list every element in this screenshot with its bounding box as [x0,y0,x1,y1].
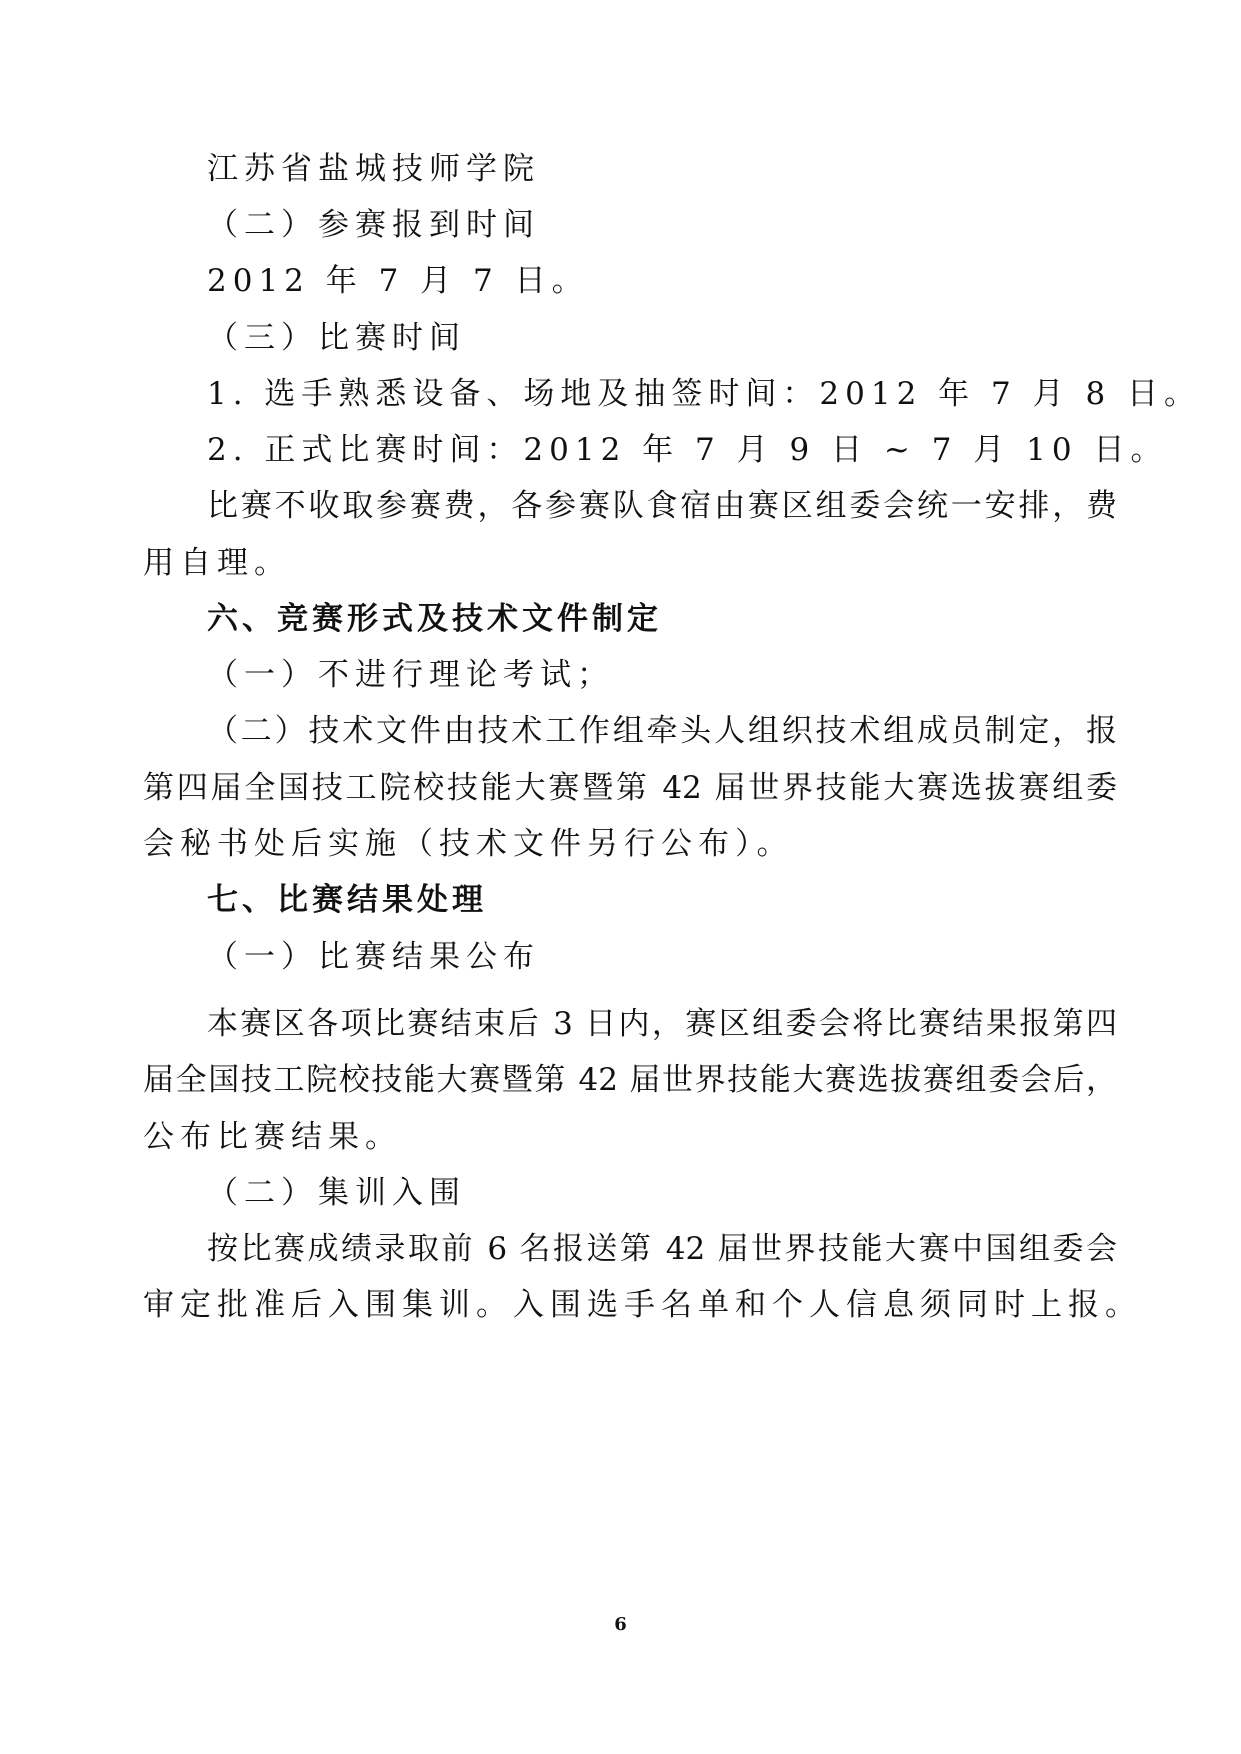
list-item: 2. 正式比赛时间：2012 年 7 月 9 日 ~ 7 月 10 日。 [207,432,1168,468]
paragraph-line: 公布比赛结果。 [143,1119,402,1155]
paragraph-line: 按比赛成绩录取前 6 名报送第 42 届世界技能大赛中国组委会 [207,1231,1117,1267]
text-line: 2012 年 7 月 7 日。 [207,263,589,299]
section-heading: 六、竞赛形式及技术文件制定 [207,601,662,637]
subsection-heading: （二）参赛报到时间 [207,207,540,243]
section-heading: 七、比赛结果处理 [207,882,487,918]
text-line: 江苏省盐城技师学院 [207,151,540,187]
subsection-heading: （二）集训入围 [207,1175,466,1211]
paragraph-line: （二）技术文件由技术工作组牵头人组织技术组成员制定，报 [207,713,1117,749]
paragraph-line: 届全国技工院校技能大赛暨第 42 届世界技能大赛选拔赛组委会后， [143,1062,1117,1098]
subsection-heading: （一）不进行理论考试； [207,657,614,693]
paragraph-line: 比赛不收取参赛费，各参赛队食宿由赛区组委会统一安排，费 [207,488,1117,524]
paragraph-line: 会秘书处后实施（技术文件另行公布）。 [143,826,794,862]
subsection-heading: （三）比赛时间 [207,320,466,356]
paragraph-line: 本赛区各项比赛结束后 3 日内，赛区组委会将比赛结果报第四 [207,1006,1117,1042]
subsection-heading: （一）比赛结果公布 [207,939,540,975]
page-number: 6 [614,1614,627,1635]
list-item: 1. 选手熟悉设备、场地及抽签时间：2012 年 7 月 8 日。 [207,376,1202,412]
paragraph-line: 用自理。 [143,545,291,581]
paragraph-line: 第四届全国技工院校技能大赛暨第 42 届世界技能大赛选拔赛组委 [143,770,1117,806]
paragraph-line: 审定批准后入围集训。入围选手名单和个人信息须同时上报。 [143,1287,1142,1323]
